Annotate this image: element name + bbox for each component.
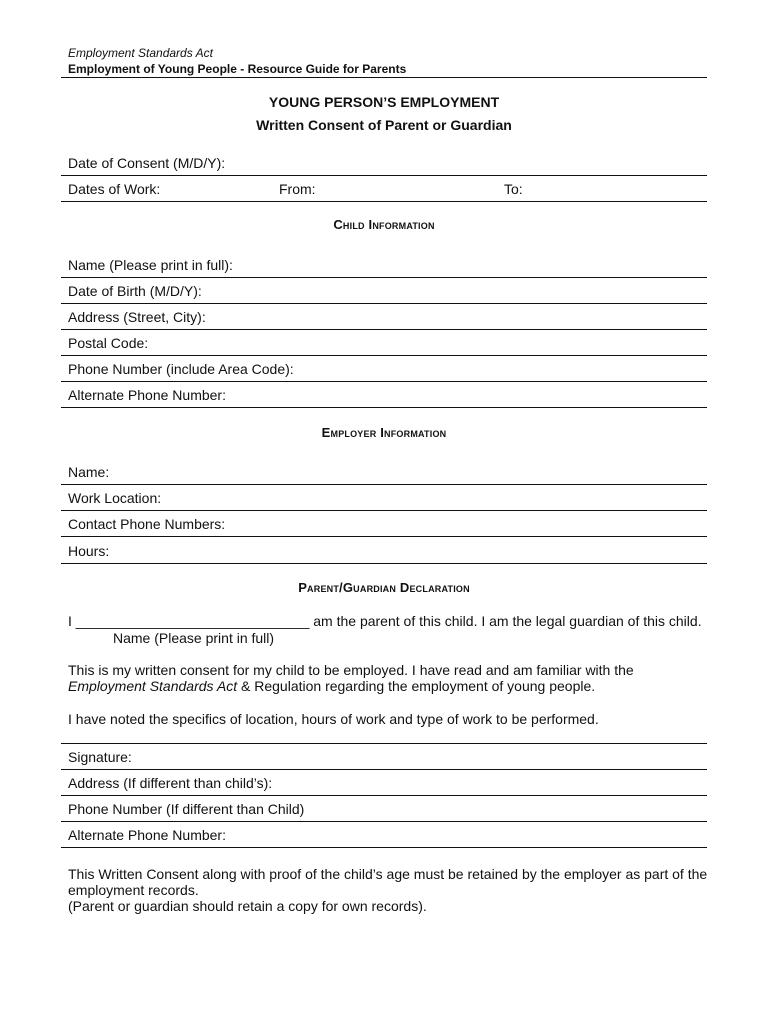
employer-name-row[interactable] [61,458,707,485]
to-label: To: [504,181,523,197]
from-label: From: [279,181,316,197]
consent-paragraph-1-line-b [68,678,708,694]
employer-location-label: Work Location: [68,490,162,506]
parent-phone-row[interactable] [61,795,707,822]
child-section-heading: Child Information [333,217,435,232]
declaration-line: I ______________________________ am the parent of this child. I am the legal guardian of this child. [68,613,702,629]
consent-date-label: Date of Consent (M/D/Y): [68,155,226,171]
declaration-name-caption: Name (Please print in full) [113,630,275,646]
dates-of-work-row[interactable] [61,175,707,202]
employer-location-row[interactable] [61,484,707,511]
parent-address-label: Address (If different than child’s): [68,775,273,791]
employer-name-label: Name: [68,464,110,480]
form-subtitle: Written Consent of Parent or Guardian [256,117,512,133]
employer-hours-label: Hours: [68,543,110,559]
child-name-label: Name (Please print in full): [68,257,233,273]
form-title: YOUNG PERSON’S EMPLOYMENT [268,94,500,110]
employer-section-heading: Employer Information [321,425,447,440]
header-guide: Employment of Young People - Resource Guide for Parents [68,62,407,76]
employer-phone-label: Contact Phone Numbers: [68,516,226,532]
declaration-section-heading: Parent/Guardian Declaration [298,580,470,595]
act-name-italic: Employment Standards Act [68,678,238,694]
employer-phone-row[interactable] [61,510,707,537]
retention-note [68,866,708,914]
consent-paragraph-1-line-a: This is my written consent for my child to be employed. I have read and am familiar with the [68,662,634,678]
parent-alt-phone-label: Alternate Phone Number: [68,827,226,843]
retention-note-line-3: (Parent or guardian should retain a copy for own records). [68,898,427,914]
child-postal-label: Postal Code: [68,335,149,351]
retention-note-line-1: This Written Consent along with proof of the child’s age must be retained by the employer as part of the [68,866,708,882]
header-act: Employment Standards Act [68,46,213,60]
header-rule [61,77,707,78]
child-phone-label: Phone Number (include Area Code): [68,361,294,377]
parent-address-row[interactable] [61,769,707,796]
parent-phone-label: Phone Number (If different than Child) [68,801,305,817]
child-name-row[interactable] [61,251,707,278]
child-dob-label: Date of Birth (M/D/Y): [68,283,202,299]
consent-paragraph-2: I have noted the specifics of location, hours of work and type of work to be performed. [68,711,599,727]
signature-row[interactable] [61,743,707,770]
consent-paragraph-1 [68,662,708,694]
child-address-label: Address (Street, City): [68,309,206,325]
child-address-row[interactable] [61,303,707,330]
child-postal-row[interactable] [61,329,707,356]
child-phone-row[interactable] [61,355,707,382]
child-alt-phone-label: Alternate Phone Number: [68,387,226,403]
child-dob-row[interactable] [61,277,707,304]
employer-hours-row[interactable] [61,537,707,564]
signature-label: Signature: [68,749,132,765]
consent-date-row[interactable] [61,149,707,176]
dates-of-work-label: Dates of Work: [68,181,161,197]
parent-alt-phone-row[interactable] [61,821,707,848]
consent-paragraph-1-tail: & Regulation regarding the employment of young people. [237,678,596,694]
retention-note-line-2: employment records. [68,882,199,898]
child-alt-phone-row[interactable] [61,381,707,408]
